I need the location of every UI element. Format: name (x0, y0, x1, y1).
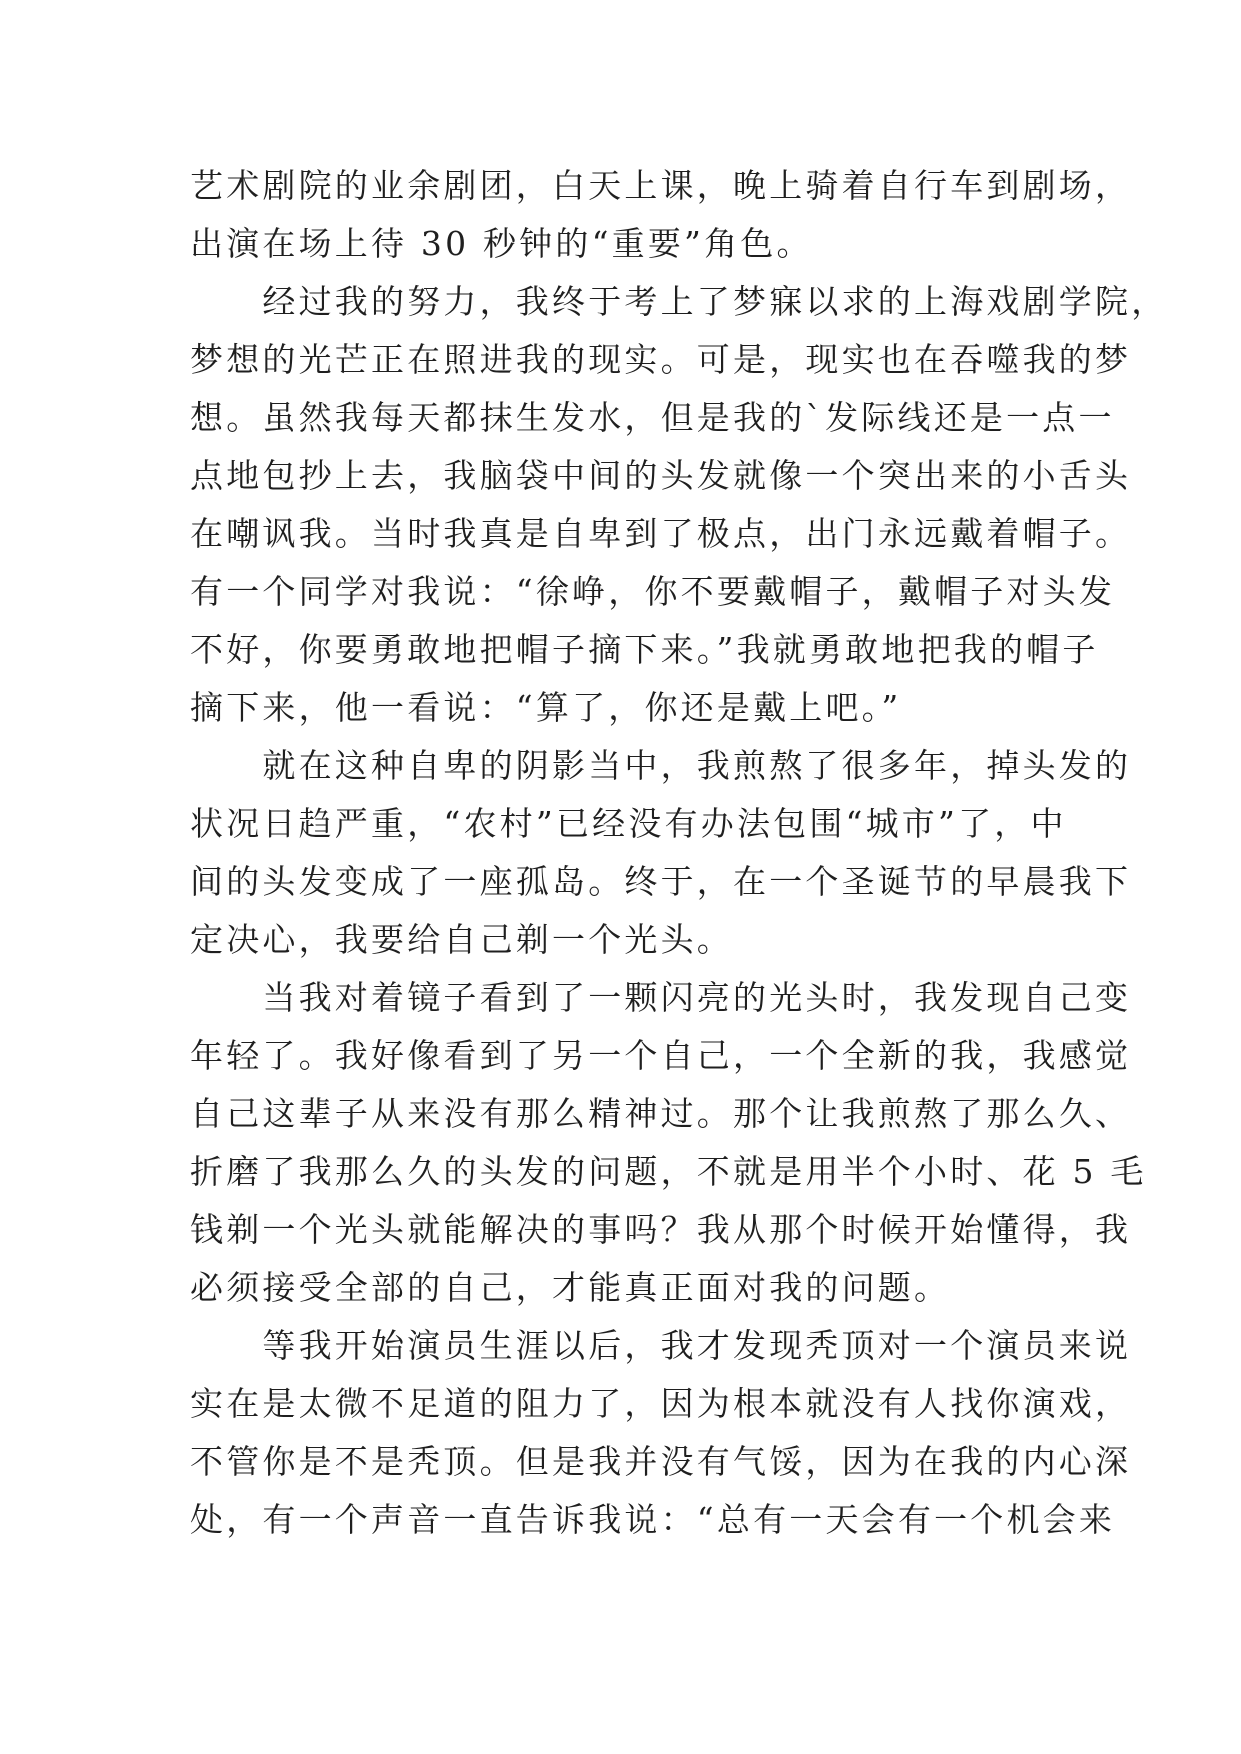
text-line: 就在这种自卑的阴影当中，我煎熬了很多年，掉头发的 (190, 746, 1132, 785)
text-line: 状况日趋严重，“农村”已经没有办法包围“城市”了，中 (190, 804, 1067, 843)
text-line: 钱剃一个光头就能解决的事吗？我从那个时候开始懂得，我 (190, 1210, 1132, 1249)
text-line: 当我对着镜子看到了一颗闪亮的光头时，我发现自己变 (190, 978, 1132, 1017)
text-line: 年轻了。我好像看到了另一个自己，一个全新的我，我感觉 (190, 1036, 1132, 1075)
text-line: 梦想的光芒正在照进我的现实。可是，现实也在吞噬我的梦 (190, 340, 1132, 379)
text-line: 经过我的努力，我终于考上了梦寐以求的上海戏剧学院， (190, 282, 1168, 321)
text-line: 有一个同学对我说：“徐峥，你不要戴帽子，戴帽子对头发 (190, 572, 1116, 611)
text-line: 在嘲讽我。当时我真是自卑到了极点，出门永远戴着帽子。 (190, 514, 1132, 553)
text-line: 艺术剧院的业余剧团，白天上课，晚上骑着自行车到剧场， (190, 166, 1132, 205)
text-line: 想。虽然我每天都抹生发水，但是我的`发际线还是一点一 (190, 398, 1115, 437)
text-line: 折磨了我那么久的头发的问题，不就是用半个小时、花 5 毛 (190, 1152, 1147, 1191)
text-line: 自己这辈子从来没有那么精神过。那个让我煎熬了那么久、 (190, 1094, 1132, 1133)
text-line: 处，有一个声音一直告诉我说：“总有一天会有一个机会来 (190, 1500, 1116, 1539)
text-line: 必须接受全部的自己，才能真正面对我的问题。 (190, 1268, 951, 1307)
text-line: 实在是太微不足道的阻力了，因为根本就没有人找你演戏， (190, 1384, 1132, 1423)
text-line: 定决心，我要给自己剃一个光头。 (190, 920, 733, 959)
text-line: 点地包抄上去，我脑袋中间的头发就像一个突出来的小舌头 (190, 456, 1132, 495)
text-line: 出演在场上待 30 秒钟的“重要”角色。 (190, 224, 813, 263)
text-line: 间的头发变成了一座孤岛。终于，在一个圣诞节的早晨我下 (190, 862, 1132, 901)
text-line: 不管你是不是秃顶。但是我并没有气馁，因为在我的内心深 (190, 1442, 1132, 1481)
text-line: 不好，你要勇敢地把帽子摘下来。”我就勇敢地把我的帽子 (190, 630, 1099, 669)
text-line: 等我开始演员生涯以后，我才发现秃顶对一个演员来说 (190, 1326, 1132, 1365)
text-line: 摘下来，他一看说：“算了，你还是戴上吧。” (190, 688, 902, 727)
